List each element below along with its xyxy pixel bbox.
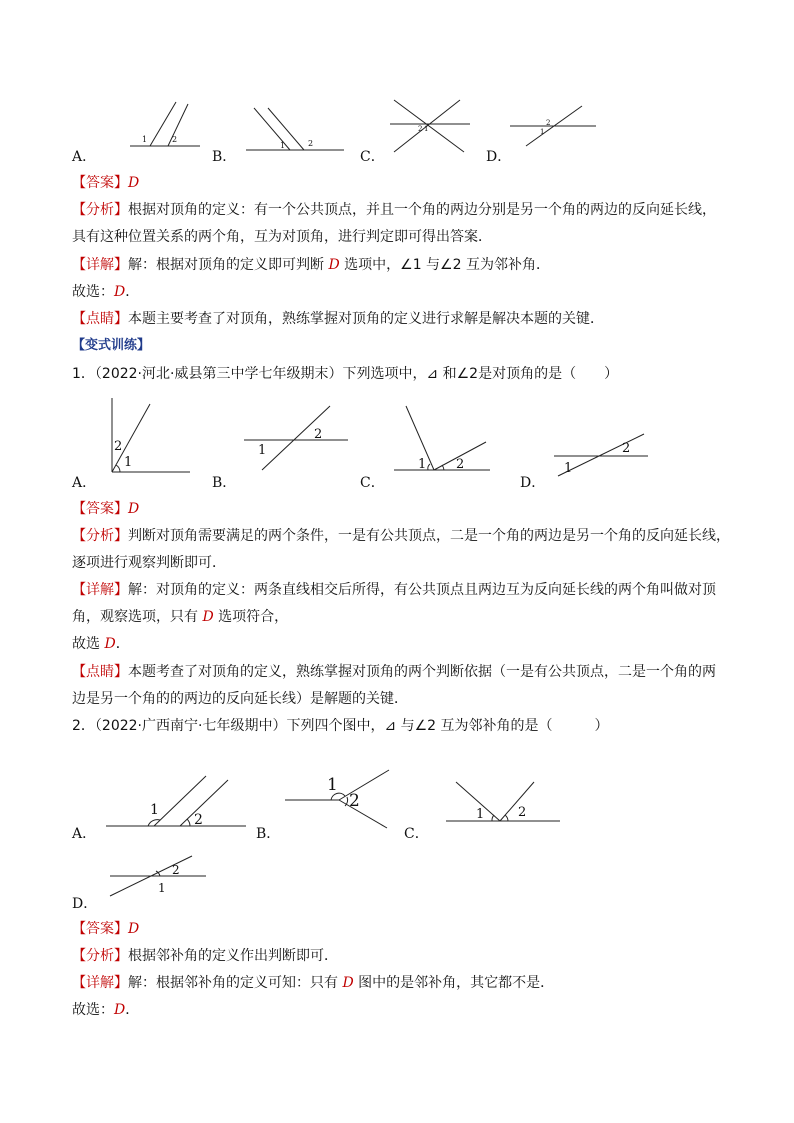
q1-analysis-cont: 逐项进行观察判断即可． — [72, 555, 226, 571]
figure-q2-c — [446, 778, 564, 826]
q1-comment-cont: 边是另一个角的的两边的反向延长线）是解题的关键． — [72, 691, 408, 707]
top-analysis: 【分析】根据对顶角的定义：有一个公共顶点，并且一个角的两边分别是另一个角的两边的反向延长线， — [72, 202, 716, 218]
q2-option-c: C． — [404, 826, 429, 842]
figure-q1-b — [244, 404, 354, 474]
svg-text:2: 2 — [314, 427, 323, 442]
svg-text:2: 2 — [349, 791, 360, 811]
svg-text:2: 2 — [622, 441, 631, 456]
q1-choose: 故选 D． — [72, 636, 130, 652]
figure-q2-b — [285, 762, 395, 832]
top-detail: 【详解】解：根据对顶角的定义即可判断 D 选项中，∠1 与∠2 互为邻补角． — [72, 257, 550, 273]
top-choose: 故选：D． — [72, 284, 140, 300]
q2-option-b: B． — [256, 826, 281, 842]
svg-text:2: 2 — [418, 125, 423, 133]
top-answer: 【答案】D — [72, 175, 140, 191]
svg-text:1: 1 — [327, 775, 338, 795]
q1-answer: 【答案】D — [72, 501, 140, 517]
q1-analysis: 【分析】判断对顶角需要满足的两个条件，一是有公共顶点，二是一个角的两边是另一个角的反向延长线， — [72, 528, 730, 544]
svg-text:2: 2 — [194, 812, 203, 828]
q2-detail: 【详解】解：根据邻补角的定义可知：只有 D 图中的是邻补角，其它都不是． — [72, 975, 555, 991]
svg-text:1: 1 — [476, 807, 485, 822]
svg-text:2: 2 — [546, 119, 551, 127]
svg-text:2: 2 — [308, 139, 314, 148]
q2-option-a: A． — [72, 826, 97, 842]
svg-text:1: 1 — [424, 125, 429, 133]
q2-analysis: 【分析】根据邻补角的定义作出判断即可． — [72, 948, 338, 964]
svg-text:1: 1 — [564, 461, 573, 476]
label-1: 1 — [142, 135, 148, 144]
svg-text:2: 2 — [114, 439, 123, 454]
figure-top-a — [128, 98, 208, 153]
figure-top-c — [390, 98, 470, 153]
svg-text:1: 1 — [540, 128, 545, 136]
svg-text:2: 2 — [518, 805, 527, 820]
q2-answer: 【答案】D — [72, 921, 140, 937]
q2-choose: 故选：D． — [72, 1002, 140, 1018]
q1-option-d: D． — [520, 475, 546, 491]
figure-top-d — [510, 100, 600, 150]
q1-detail-cont: 角，观察选项，只有 D 选项符合， — [72, 609, 289, 625]
figure-q2-d — [106, 854, 210, 900]
svg-text:1: 1 — [158, 881, 166, 895]
q2-option-d: D． — [72, 896, 98, 912]
q2-stem: 2．（2022·广西南宁·七年级期中）下列四个图中，⊿ 与∠2 互为邻补角的是（ ） — [72, 718, 609, 734]
svg-text:1: 1 — [418, 457, 427, 472]
svg-text:1: 1 — [280, 141, 286, 150]
q1-stem: 1．（2022·河北·威县第三中学七年级期末）下列选项中，⊿ 和∠2是对顶角的是（ ） — [72, 366, 619, 382]
top-analysis-cont: 具有这种位置关系的两个角，互为对顶角，进行判定即可得出答案． — [72, 229, 492, 245]
option-c-label: C． — [360, 149, 385, 165]
figure-top-b — [246, 104, 346, 154]
variant-heading: 【变式训练】 — [72, 338, 151, 353]
option-d-label: D． — [486, 149, 512, 165]
svg-text:1: 1 — [150, 802, 159, 818]
option-b-label: B． — [212, 149, 237, 165]
q1-option-c: C． — [360, 475, 385, 491]
figure-q2-a — [104, 772, 249, 832]
q1-detail: 【详解】解：对顶角的定义：两条直线相交后所得，有公共顶点且两边互为反向延长线的两个角叫做对顶 — [72, 582, 716, 598]
svg-text:1: 1 — [124, 455, 133, 470]
option-a-label: A． — [72, 149, 97, 165]
figure-q1-a — [108, 398, 198, 478]
label-2: 2 — [172, 135, 178, 144]
q1-comment: 【点睛】本题考查了对顶角的定义，熟练掌握对顶角的两个判断依据（一是有公共顶点，二是一个角的两 — [72, 664, 716, 680]
svg-text:1: 1 — [258, 443, 267, 458]
svg-text:2: 2 — [456, 457, 465, 472]
svg-text:2: 2 — [172, 863, 180, 877]
top-comment: 【点睛】本题主要考查了对顶角，熟练掌握对顶角的定义进行求解是解决本题的关键． — [72, 311, 604, 327]
figure-q1-d — [554, 432, 654, 482]
q1-option-b: B． — [212, 475, 237, 491]
q1-option-a: A． — [72, 475, 97, 491]
figure-q1-c — [390, 404, 500, 474]
